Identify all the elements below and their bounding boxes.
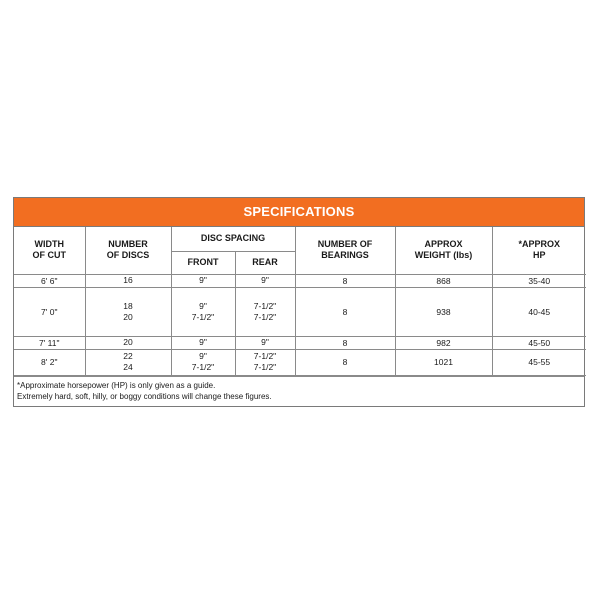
cell-line: 9" [199, 300, 207, 311]
table-title: SPECIFICATIONS [14, 198, 584, 227]
header-hp-line2: HP [532, 250, 546, 261]
cell-line: 9" [199, 275, 207, 285]
footnote-line: *Approximate horsepower (HP) is only given as a guide. [17, 380, 216, 390]
cell-line: 9" [199, 337, 207, 347]
header-rear: REAR [235, 251, 295, 274]
cell-weight: 1021 [395, 349, 492, 375]
cell-weight: 868 [395, 274, 492, 287]
cell-front [171, 274, 235, 287]
cell-hp: 45-55 [492, 349, 586, 375]
cell-weight: 938 [395, 287, 492, 336]
header-width-line2: OF CUT [32, 250, 66, 261]
cell-width: 6' 6" [14, 274, 85, 287]
cell-bearings: 8 [295, 287, 395, 336]
cell-weight: 982 [395, 336, 492, 349]
cell-hp: 45-50 [492, 336, 586, 349]
cell-bearings: 8 [295, 274, 395, 287]
specs-grid [14, 227, 586, 376]
cell-line: 18 [123, 300, 133, 311]
header-weight-line1: APPROX [424, 239, 463, 250]
cell-rear [235, 287, 295, 336]
cell-discs [85, 287, 171, 336]
cell-width: 7' 11" [14, 336, 85, 349]
header-width-of-cut [14, 227, 85, 274]
cell-width: 7' 0" [14, 287, 85, 336]
header-discs-line1: NUMBER [108, 239, 148, 250]
header-bearings-line2: BEARINGS [321, 250, 369, 261]
table-row [14, 274, 586, 287]
header-number-of-bearings [295, 227, 395, 274]
footnote-line: Extremely hard, soft, hilly, or boggy conditions will change these figures. [17, 391, 272, 401]
cell-line: 7-1/2" [253, 362, 277, 372]
cell-line: 7-1/2" [253, 351, 277, 361]
cell-discs [85, 349, 171, 375]
table-row [14, 287, 586, 336]
table-row [14, 349, 586, 375]
header-weight-line2: WEIGHT (lbs) [414, 250, 473, 261]
cell-bearings: 8 [295, 336, 395, 349]
header-bearings-line1: NUMBER OF [317, 239, 373, 250]
cell-hp: 35-40 [492, 274, 586, 287]
header-disc-spacing: DISC SPACING [171, 227, 295, 251]
cell-discs [85, 336, 171, 349]
table-row [14, 336, 586, 349]
cell-rear [235, 349, 295, 375]
cell-front [171, 349, 235, 375]
cell-front [171, 336, 235, 349]
header-width-line1: WIDTH [34, 239, 64, 250]
cell-front [171, 287, 235, 336]
cell-line: 24 [123, 362, 133, 372]
cell-bearings: 8 [295, 349, 395, 375]
header-number-of-discs [85, 227, 171, 274]
header-front: FRONT [171, 251, 235, 274]
cell-rear [235, 336, 295, 349]
header-discs-line2: OF DISCS [106, 250, 150, 261]
cell-line: 7-1/2" [191, 362, 215, 372]
cell-line: 9" [199, 351, 207, 361]
cell-line: 9" [261, 275, 269, 285]
cell-line: 7-1/2" [253, 300, 277, 311]
cell-rear [235, 274, 295, 287]
cell-line: 20 [123, 337, 133, 347]
cell-hp: 40-45 [492, 287, 586, 336]
cell-line: 16 [123, 275, 133, 285]
specifications-table [13, 197, 585, 407]
cell-discs [85, 274, 171, 287]
header-approx-weight [395, 227, 492, 274]
header-hp-line1: *APPROX [518, 239, 560, 250]
footnotes [14, 376, 584, 402]
cell-line: 7-1/2" [253, 311, 277, 322]
cell-line: 9" [261, 337, 269, 347]
cell-width: 8' 2" [14, 349, 85, 375]
cell-line: 7-1/2" [191, 311, 215, 322]
header-approx-hp [492, 227, 586, 274]
cell-line: 22 [123, 351, 133, 361]
cell-line: 20 [123, 311, 133, 322]
